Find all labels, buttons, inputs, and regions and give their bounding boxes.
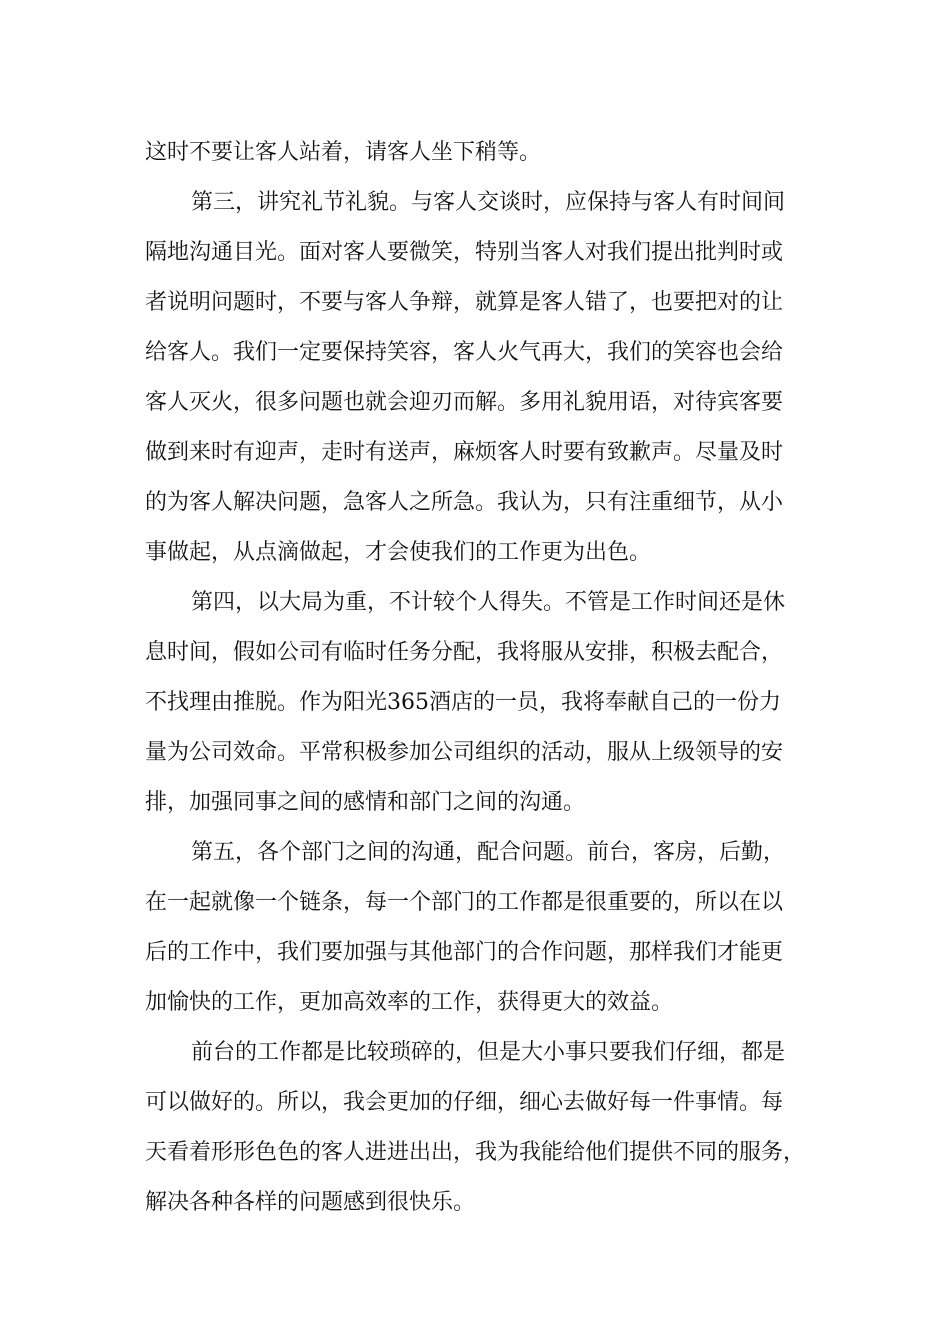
body-line: 解决各种各样的问题感到很快乐。 <box>145 1190 476 1215</box>
body-line: 第三，讲究礼节礼貌。与客人交谈时，应保持与客人有时间间 <box>191 190 786 215</box>
body-line: 息时间，假如公司有临时任务分配，我将服从安排，积极去配合， <box>145 640 784 665</box>
body-line: 第四，以大局为重，不计较个人得失。不管是工作时间还是休 <box>191 590 786 615</box>
body-line: 做到来时有迎声，走时有送声，麻烦客人时要有致歉声。尽量及时 <box>145 440 784 465</box>
body-line: 前台的工作都是比较琐碎的，但是大小事只要我们仔细，都是 <box>191 1040 786 1065</box>
body-line: 可以做好的。所以，我会更加的仔细，细心去做好每一件事情。每 <box>145 1090 784 1115</box>
document-body <box>145 128 825 1228</box>
body-line: 事做起，从点滴做起，才会使我们的工作更为出色。 <box>145 540 652 565</box>
body-line: 第五，各个部门之间的沟通，配合问题。前台，客房，后勤， <box>191 840 786 865</box>
body-line: 者说明问题时，不要与客人争辩，就算是客人错了，也要把对的让 <box>145 290 784 315</box>
body-line: 隔地沟通目光。面对客人要微笑，特别当客人对我们提出批判时或 <box>145 240 784 265</box>
body-line: 的为客人解决问题，急客人之所急。我认为，只有注重细节，从小 <box>145 490 784 515</box>
body-line: 排，加强同事之间的感情和部门之间的沟通。 <box>145 790 586 815</box>
body-line: 天看着形形色色的客人进进出出，我为我能给他们提供不同的服务， <box>145 1140 806 1165</box>
body-line: 量为公司效命。平常积极参加公司组织的活动，服从上级领导的安 <box>145 740 784 765</box>
body-line: 加愉快的工作，更加高效率的工作，获得更大的效益。 <box>145 990 674 1015</box>
body-line: 在一起就像一个链条，每一个部门的工作都是很重要的，所以在以 <box>145 890 784 915</box>
body-line: 后的工作中，我们要加强与其他部门的合作问题，那样我们才能更 <box>145 940 784 965</box>
body-line: 客人灭火，很多问题也就会迎刃而解。多用礼貌用语，对待宾客要 <box>145 390 784 415</box>
body-line: 不找理由推脱。作为阳光365酒店的一员，我将奉献自己的一份力 <box>145 690 781 715</box>
body-line: 给客人。我们一定要保持笑容，客人火气再大，我们的笑容也会给 <box>145 340 784 365</box>
body-line: 这时不要让客人站着，请客人坐下稍等。 <box>145 140 542 165</box>
